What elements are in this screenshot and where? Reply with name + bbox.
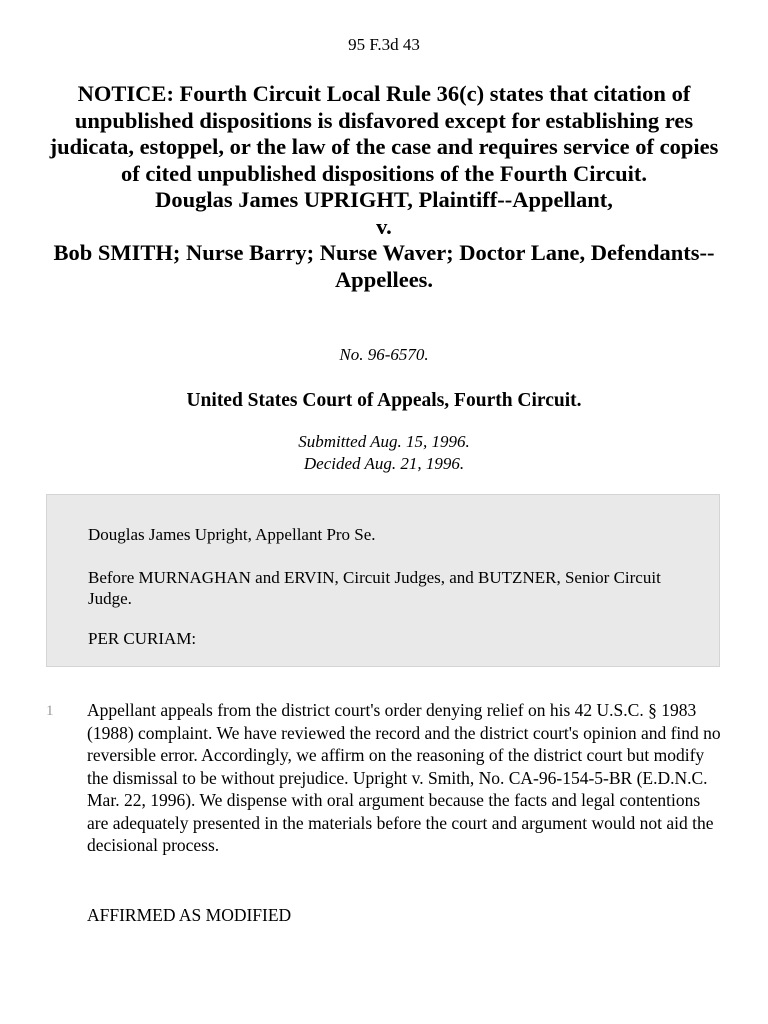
- disposition: AFFIRMED AS MODIFIED: [87, 905, 292, 925]
- case-heading: [40, 81, 728, 293]
- panel-judges: Before MURNAGHAN and ERVIN, Circuit Judges, and BUTZNER, Senior Circuit Judge.: [88, 568, 661, 608]
- reporter-citation: 95 F.3d 43: [348, 35, 420, 54]
- submitted-date: Submitted Aug. 15, 1996.: [298, 432, 470, 451]
- case-dates: [0, 431, 768, 475]
- case-info-panel: [46, 494, 720, 667]
- paragraph-number: 1: [46, 703, 54, 719]
- unpublished-notice: NOTICE: Fourth Circuit Local Rule 36(c) states that citation of unpublished dispositions is disfavored except for establishing res judicata, estoppel, or the law of the case and requires service of copies of cited unpublished dispositions of the Fourth Circuit.: [49, 81, 719, 186]
- decided-date: Decided Aug. 21, 1996.: [303, 454, 465, 473]
- docket-number: No. 96-6570.: [339, 345, 429, 364]
- versus-label: v.: [376, 213, 392, 239]
- opinion-paragraph: Appellant appeals from the district court's order denying relief on his 42 U.S.C. § 1983 (1988) complaint. We have reviewed the record and the district court's opinion and find no reversible error. Accordingly, we affirm on the reasoning of the district court but modify the dismissal to be without prejudice. Upright v. Smith, No. CA-96-154-5-BR (E.D.N.C. Mar. 22, 1996). We dispense with oral argument because the facts and legal contentions are adequately presented in the materials before the court and argument would not aid the decisional process.: [87, 700, 721, 855]
- defendants-caption: Bob SMITH; Nurse Barry; Nurse Waver; Doctor Lane, Defendants--Appellees.: [53, 240, 715, 292]
- counsel-line: Douglas James Upright, Appellant Pro Se.: [88, 525, 376, 544]
- per-curiam-label: PER CURIAM:: [88, 629, 197, 648]
- plaintiff-caption: Douglas James UPRIGHT, Plaintiff--Appellant,: [155, 187, 613, 212]
- court-name: United States Court of Appeals, Fourth Circuit.: [186, 390, 582, 411]
